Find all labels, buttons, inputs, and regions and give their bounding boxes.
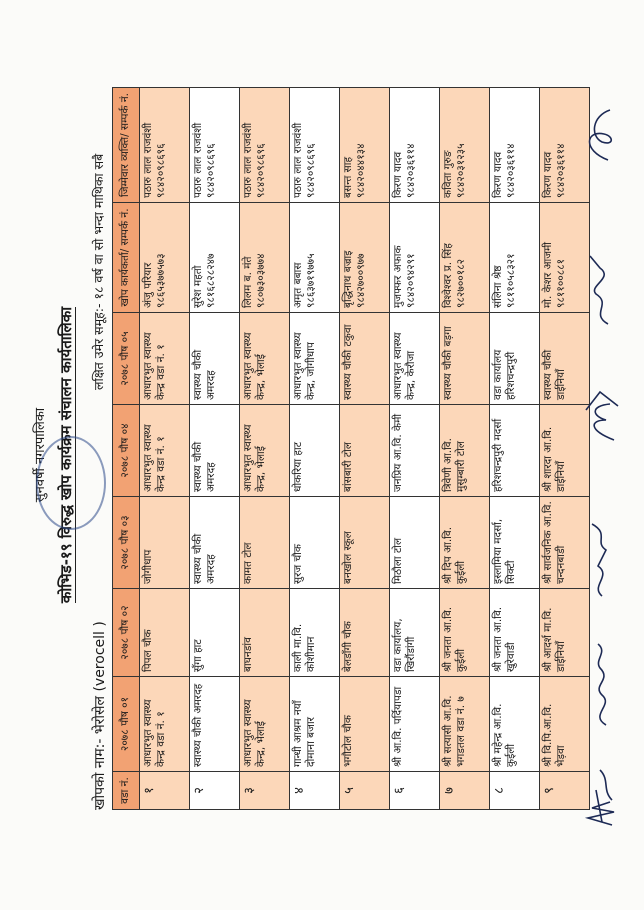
- location-cell: आधारभुत स्वास्थ्य केन्द्र वडा नं. १: [140, 405, 190, 497]
- location-cell: कामत टोल: [240, 497, 290, 589]
- column-header: वडा नं.: [113, 772, 140, 810]
- ward-number-cell: ९: [540, 772, 590, 810]
- column-header: जिम्मेवार व्यक्ति/ सम्पर्क नं.: [113, 88, 140, 203]
- location-cell: बनखोल स्कूल: [340, 497, 390, 589]
- table-row: [140, 88, 190, 810]
- signatures-area: [578, 70, 628, 830]
- contact-cell: मुजफ्फर अफाक ९८४२०९४२९१: [390, 203, 440, 313]
- contact-cell: अंजु परियार ९८६५३७७५७३: [140, 203, 190, 313]
- location-cell: श्री जनता आ.वि. कुईली: [440, 589, 490, 677]
- ward-number-cell: १: [140, 772, 190, 810]
- location-cell: श्री जनता आ.वि. खुरेवाडी: [490, 589, 540, 677]
- contact-cell: पठारु लाल राजवंशी ९८४२०९८६९६: [140, 88, 190, 203]
- table-header-row: [113, 88, 140, 810]
- contact-cell: लिलम ब. मंते ९८०७३०३७७४: [240, 203, 290, 313]
- table-row: [390, 88, 440, 810]
- location-cell: धोकरिया हाट: [290, 405, 340, 497]
- location-cell: बाघनडांव: [240, 589, 290, 677]
- location-cell: आधारभुत स्वास्थ्य केन्द्र, भेलाई: [240, 313, 290, 405]
- contact-cell: बसन्त साह ९८४२०४४१३४: [340, 88, 390, 203]
- location-cell: श्री आ.वि. पर्दियापडा: [390, 677, 440, 772]
- vaccine-name: खोपको नाम:- भेरोसेल (verocell ): [92, 621, 108, 810]
- location-cell: बांसबारी टोल: [340, 405, 390, 497]
- table-row: [440, 88, 490, 810]
- signature-4: [580, 380, 624, 450]
- column-header: २०७८ पौष ०४: [113, 405, 140, 497]
- ward-number-cell: २: [190, 772, 240, 810]
- table-row: [340, 88, 390, 810]
- location-cell: श्री महेन्द्र आ.वि. कुईली: [490, 677, 540, 772]
- contact-cell: किरण यादव ९८४२०३६११४: [490, 88, 540, 203]
- ward-number-cell: ३: [240, 772, 290, 810]
- location-cell: त्रिवेणी आ.वि. मुसुम्बारी टोल: [440, 405, 490, 497]
- table-row: [190, 88, 240, 810]
- ward-number-cell: ७: [440, 772, 490, 810]
- municipality-name: सुनवर्षी नगरपालिका: [33, 407, 48, 503]
- location-cell: वडा कार्यालय, खिरौंडांगी: [390, 589, 440, 677]
- contact-cell: बृद्धिनाथ बज्राइ ९८४२७००९७७: [340, 203, 390, 313]
- location-cell: आधारभुत स्वास्थ्य केन्द्र वडा नं. १: [140, 313, 190, 405]
- location-cell: श्री सार्वजनिक आ.वि. चन्दनबाडी: [540, 497, 590, 589]
- contact-cell: पठारु लाल राजवंशी ९८४२०९८६९६: [240, 88, 290, 203]
- location-cell: स्वास्थ्य चौकी टकुवा: [340, 313, 390, 405]
- table-row: [490, 88, 540, 810]
- location-cell: आधारभुत स्वास्थ्य केन्द्र, भेलाई: [240, 677, 290, 772]
- location-cell: मिठौला टोल: [390, 497, 440, 589]
- location-cell: वडा कार्यालय हरिशचन्द्रपुरी: [490, 313, 540, 405]
- column-header: खोप कार्यकर्ता/ सम्पर्क नं.: [113, 203, 140, 313]
- location-cell: बेलडाँगी चौक: [340, 589, 390, 677]
- column-header: २०७८ पौष ०५: [113, 313, 140, 405]
- table-row: [240, 88, 290, 810]
- location-cell: स्वास्थ्य चौकी अमरदह: [190, 405, 240, 497]
- location-cell: आधारभुत स्वास्थ्य केन्द्र वडा नं. १: [140, 677, 190, 772]
- office-seal-stamp: [36, 436, 106, 530]
- signature-3: [582, 520, 622, 600]
- contact-cell: अमृत बबास ९८६३७१९७७५: [290, 203, 340, 313]
- location-cell: पिपल चौक: [140, 589, 190, 677]
- contact-cell: संलिना श्रेष्ठ ९८११०५८३२१: [490, 203, 540, 313]
- location-cell: आधारभुत स्वास्थ्य केन्द्र, जोगीधाप: [290, 313, 340, 405]
- location-cell: गान्धी आश्रम नयाँ दोमाना बजार: [290, 677, 340, 772]
- signature-5: [582, 250, 622, 330]
- ward-number-cell: ६: [390, 772, 440, 810]
- signature-6: [578, 100, 624, 170]
- column-header: २०७८ पौष ०१: [113, 677, 140, 772]
- location-cell: श्री शारदा आ.वि. डाईनियाँ: [540, 405, 590, 497]
- location-cell: आधारभुत स्वास्थ्य केन्द्र, केरौजा: [390, 313, 440, 405]
- signature-1: [582, 750, 622, 830]
- contact-cell: किरण यादव ९८४२०३६११४: [540, 88, 590, 203]
- signature-2: [584, 640, 620, 730]
- location-cell: हरिशचन्द्रपुरी मदर्सा: [490, 405, 540, 497]
- location-cell: स्वास्थ्य चौकी बड़गा: [440, 313, 490, 405]
- location-cell: आधारभुत स्वास्थ्य केन्द्र, भेलाई: [240, 405, 290, 497]
- location-cell: जोगीधाप: [140, 497, 190, 589]
- location-cell: श्री वि.पि.आ.वि. भेड़वा: [540, 677, 590, 772]
- contact-cell: कविता गुरुङ ९८४२०३१२३५: [440, 88, 490, 203]
- contact-cell: सुरेश महतो ९८१६८२८२४७: [190, 203, 240, 313]
- location-cell: स्वास्थ्य चौकी अमरदह: [190, 497, 240, 589]
- column-header: २०७८ पौष ०२: [113, 589, 140, 677]
- location-cell: जनप्रिय आ.वि. केमी: [390, 405, 440, 497]
- column-header: २०७८ पौष ०३: [113, 497, 140, 589]
- location-cell: सुरज चौक: [290, 497, 340, 589]
- contact-cell: मो. केशर आजमी ९८११००८८१: [540, 203, 590, 313]
- location-cell: स्वास्थ्य चौकी अमरदह: [190, 677, 240, 772]
- vaccination-schedule-table: [112, 87, 590, 810]
- contact-cell: विश्वेश्वर प्र. सिंह ९८२७००१८२: [440, 203, 490, 313]
- contact-cell: किरण यादव ९८४२०३६११४: [390, 88, 440, 203]
- location-cell: काली मा.वि. कोशीमान: [290, 589, 340, 677]
- contact-cell: पठारु लाल राजवंशी ९८४२०९८६९६: [190, 88, 240, 203]
- document-title-text: कोभिड-१९ विरुद्ध खोप कार्यक्रम संचालन कार्यतालिका: [57, 306, 75, 604]
- contact-cell: पठारु लाल राजवंशी ९८४२०९८६९६: [290, 88, 340, 203]
- location-cell: भगौटोल चौक: [340, 677, 390, 772]
- location-cell: सुँगा हाट: [190, 589, 240, 677]
- location-cell: श्री सत्यासी आ.वि. भगडतल वडा नं. ७: [440, 677, 490, 772]
- table-row: [290, 88, 340, 810]
- target-age-group: लक्षित उमेर समूह:- १८ वर्ष वा सो भन्दा माथिका सबै: [91, 153, 106, 390]
- location-cell: स्वास्थ्य चौकी अमरदह: [190, 313, 240, 405]
- location-cell: श्री आदर्श मा.वि. डाईनियाँ: [540, 589, 590, 677]
- ward-number-cell: ८: [490, 772, 540, 810]
- location-cell: श्री दिप आ.वि. कुईली: [440, 497, 490, 589]
- ward-number-cell: ५: [340, 772, 390, 810]
- table-body: [140, 88, 590, 810]
- location-cell: इस्लामिया मदर्सा, सिक्टी: [490, 497, 540, 589]
- ward-number-cell: ४: [290, 772, 340, 810]
- location-cell: स्वास्थ्य चौकी डाईनियाँ: [540, 313, 590, 405]
